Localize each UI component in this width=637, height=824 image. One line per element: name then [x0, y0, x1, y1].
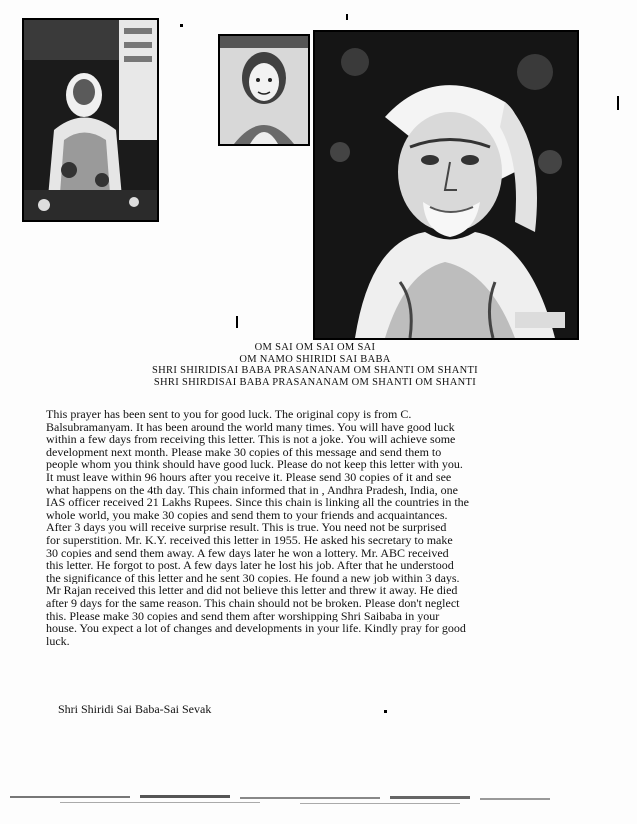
scan-mark-signature: [384, 710, 387, 713]
scan-noise-strip: [0, 790, 637, 810]
scan-mark-right: [617, 96, 619, 110]
scan-mark-top-dot: [180, 24, 183, 27]
photo-sai-baba-image: [315, 32, 577, 338]
letter-line: house. You expect a lot of changes and developments in your life. Kindly pray for good: [46, 622, 466, 635]
letter-line: this letter. He forgot to post. A few days later he lost his job. After that he understood: [46, 559, 454, 572]
photo-seated-figure: [22, 18, 159, 222]
invocation-line-4: SHRI SHIRDISAI BABA PRASANANAM OM SHANTI OM SHANTI: [153, 376, 477, 388]
letter-line: development next month. Please make 30 copies of this message and send them to: [46, 445, 442, 459]
letter-line: 30 copies and send them away. A few days later he won a lottery. Mr. ABC received: [46, 546, 449, 560]
scan-mark-bottom-left: [236, 316, 238, 328]
letter-line: This prayer has been sent to you for good luck. The original copy is from C.: [46, 408, 412, 421]
photo-portrait-image: [220, 36, 308, 144]
photo-portrait: [218, 34, 310, 146]
letter-line: what happens on the 4th day. This chain informed that in , Andhra Pradesh, India, one: [46, 483, 458, 497]
signature: Shri Shiridi Sai Baba-Sai Sevak: [58, 702, 212, 716]
invocation-line-1: OM SAI OM SAI OM SAI: [254, 342, 376, 353]
invocation-header: [100, 342, 530, 388]
letter-line: this. Please make 30 copies and send them after worshipping Shri Saibaba in your: [46, 609, 440, 623]
letter-body: [46, 408, 586, 647]
letter-line: Mr Rajan received this letter and did not believe this letter and threw it away. He died: [46, 584, 458, 597]
invocation-line-2: OM NAMO SHIRIDI SAI BABA: [239, 353, 391, 365]
letter-line: after 9 days for the same reason. This chain should not be broken. Please don't neglect: [46, 596, 460, 610]
letter-line: Balsubramanyam. It has been around the world many times. You will have good luck: [46, 420, 455, 434]
letter-line: IAS officer received 21 Lakhs Rupees. Since this chain is linking all the countries in the: [46, 496, 470, 509]
photo-seated-figure-image: [24, 20, 157, 220]
photo-sai-baba: [313, 30, 579, 340]
scan-mark-top: [346, 14, 348, 20]
invocation-line-3: SHRI SHIRIDISAI BABA PRASANANAM OM SHANTI OM SHANTI: [152, 365, 478, 376]
letter-line: It must leave within 96 hours after you receive it. Please send 30 copies of it and see: [46, 470, 452, 484]
letter-line: people whom you think should have good luck. Please do not keep this letter with you.: [46, 458, 463, 471]
letter-line: whole world, you make 30 copies and send them to your friends and acquaintances.: [46, 508, 448, 522]
letter-line: After 3 days you will receive surprise result. This is true. You need not be surprised: [46, 521, 447, 534]
letter-line: for superstition. Mr. K.Y. received this letter in 1955. He asked his secretary to make: [46, 533, 453, 547]
letter-line: within a few days from receiving this letter. This is not a joke. You will achieve some: [46, 433, 456, 446]
letter-line: luck.: [46, 634, 70, 648]
letter-line: the significance of this letter and he sent 30 copies. He found a new job within 3 days.: [46, 571, 460, 585]
